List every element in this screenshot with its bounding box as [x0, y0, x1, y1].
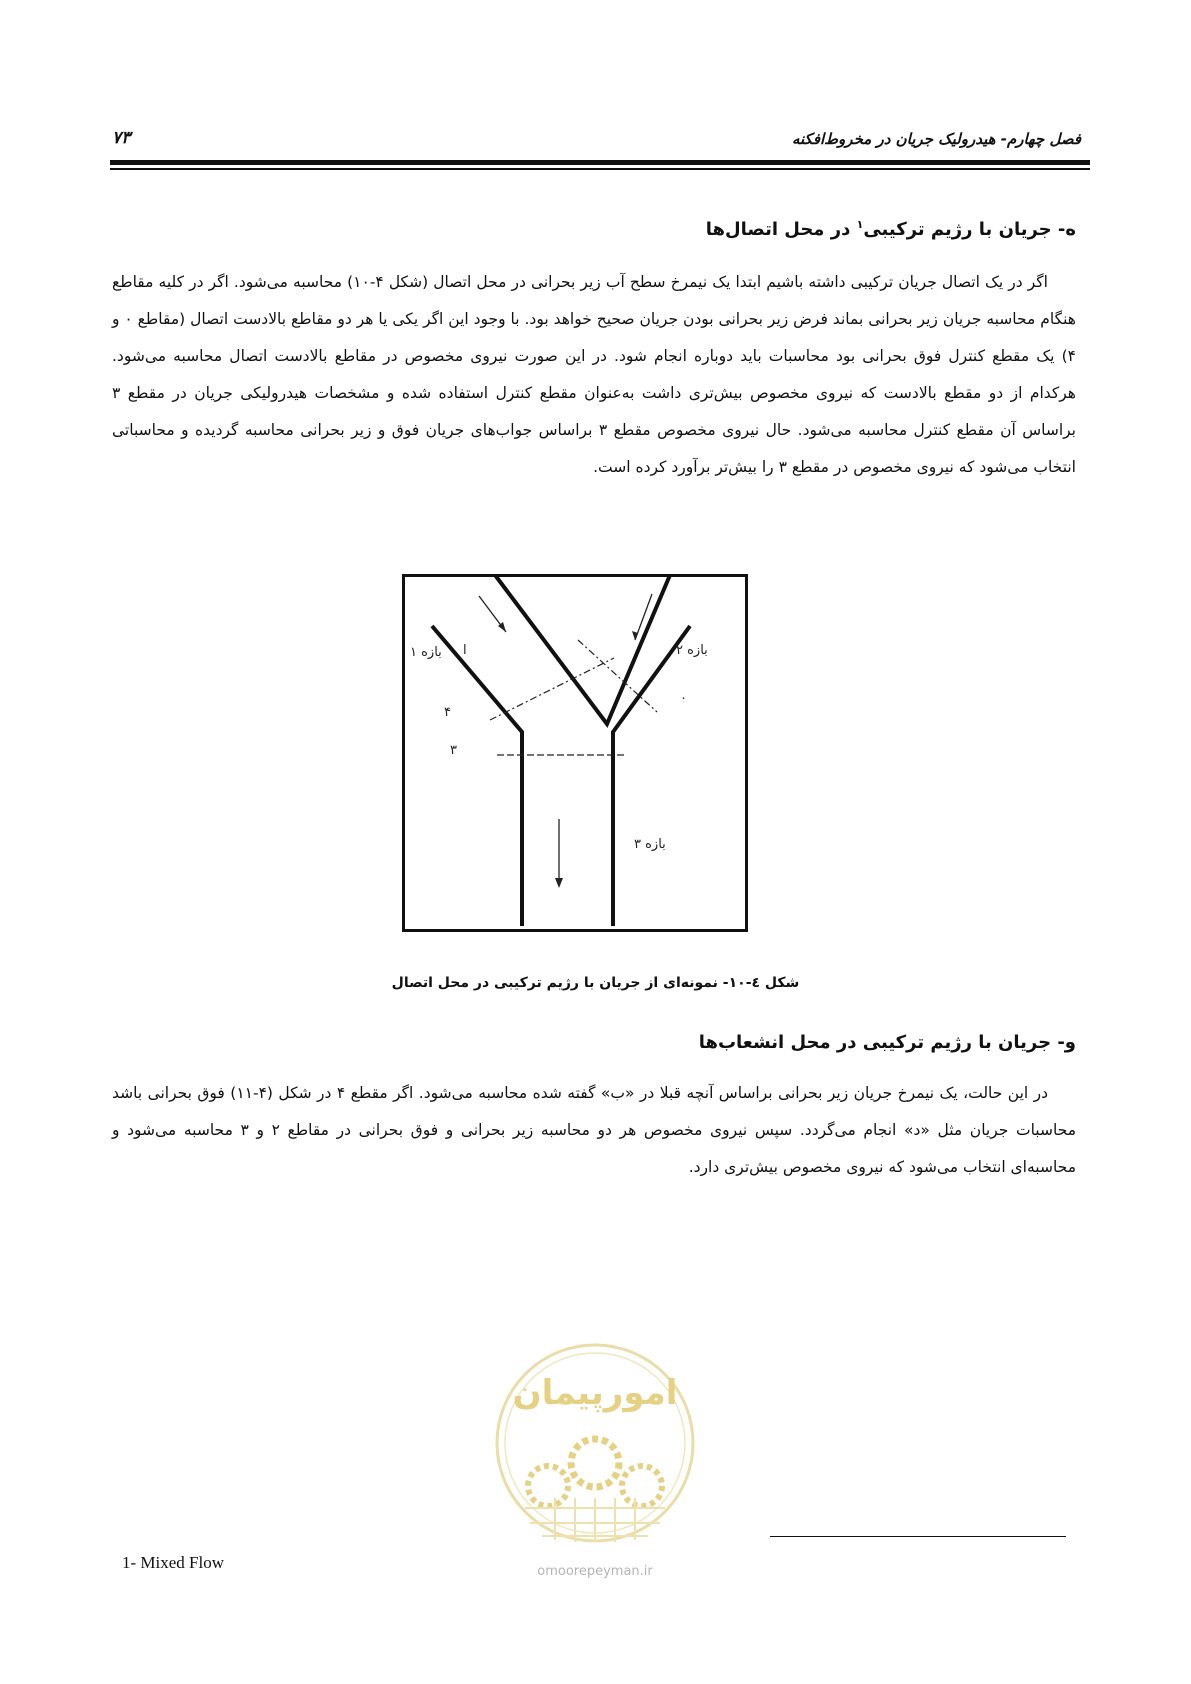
header-rule-thin	[110, 168, 1090, 170]
inner-v-wall	[495, 575, 670, 724]
left-outer-wall	[432, 626, 522, 926]
header-rule-thick	[110, 160, 1090, 165]
junction-figure	[402, 574, 748, 932]
right-outer-wall	[613, 626, 690, 926]
paragraph-junctions: اگر در یک اتصال جریان ترکیبی داشته باشیم ابتدا یک نیمرخ سطح آب زیر بحرانی در محل اتصال (شکل ۴-۱۰) محاسبه می‌شود. اگر در کلیه مقاطع هنگام محاسبه جریان زیر بحرانی بماند فرض زیر بحرانی بودن جریان صحیح خواهد بود. با وجود این اگر یکی یا هر دو مقاطع بالادست اتصال (مقاطع ۰ و ۴) یک مقطع کنترل فوق بحرانی بود محاسبات باید دوباره انجام شود. در این صورت نیروی مخصوص در مقاطع بالادست اتصال محاسبه می‌شود. هرکدام از دو مقطع بالادست که نیروی مخصوص بیش‌تری داشت به‌عنوان مقطع کنترل استفاده شده و مشخصات هیدرولیکی جریان در مقطع ۳ براساس آن مقطع کنترل محاسبه می‌شود. حال نیروی مخصوص مقطع ۳ براساس جواب‌های جریان فوق و زیر بحرانی محاسبه گردیده و محاسباتی انتخاب می‌شود که نیروی مخصوص در مقطع ۳ را بیش‌تر برآورد کرده است.	[112, 273, 1076, 476]
footnote-rule	[770, 1536, 1066, 1537]
footnote-reference[interactable]: ۱	[856, 218, 864, 231]
seal-icon	[490, 1328, 700, 1558]
watermark-logo	[490, 1328, 700, 1558]
section-heading-mixed-flow-branches: و- جریان با رژیم ترکیبی در محل انشعاب‌ها	[698, 1032, 1076, 1053]
section-heading-mixed-flow-junctions	[706, 218, 1076, 240]
label-reach-2: بازه ۲	[676, 643, 708, 658]
watermark-brand-text: امورپیمان	[512, 1373, 678, 1413]
label-section-0: ۰	[680, 691, 687, 706]
section-heading-text: ه- جریان با رژیم ترکیبی	[863, 219, 1076, 240]
page-number: ۷۳	[112, 128, 131, 148]
footnote-mixed-flow: 1- Mixed Flow	[122, 1553, 224, 1572]
label-reach-3: بازه ۳	[634, 837, 666, 852]
arrow-down-head	[555, 878, 563, 888]
junction-diagram	[402, 574, 748, 932]
watermark-url: omoorepeyman.ir	[537, 1564, 653, 1579]
section-heading-suffix: در محل اتصال‌ها	[705, 219, 851, 240]
label-section-4: ۴	[444, 705, 451, 720]
figure-caption: شکل ٤-١٠- نمونه‌ای از جریان با رژیم ترکیبی در محل اتصال	[391, 975, 800, 991]
label-reach-1: بازه ۱	[410, 645, 442, 660]
label-section-3: ۳	[450, 743, 457, 758]
chapter-title: فصل چهارم- هیدرولیک جریان در مخروط‌افکنه	[791, 130, 1081, 148]
paragraph-branches: در این حالت، یک نیمرخ جریان زیر بحرانی براساس آنچه قبلا در «ب» گفته شده محاسبه می‌شود. اگر مقطع ۴ در شکل (۴-۱۱) فوق بحرانی باشد محاسبات جریان مثل «د» انجام می‌گردد. سپس نیروی مخصوص هر دو محاسبه زیر بحرانی و فوق بحرانی در مقاطع ۲ و ۳ محاسبه می‌شود و محاسبه‌ای انتخاب می‌شود که نیروی مخصوص بیش‌تری دارد.	[112, 1084, 1076, 1176]
label-tick: ا	[463, 643, 467, 658]
